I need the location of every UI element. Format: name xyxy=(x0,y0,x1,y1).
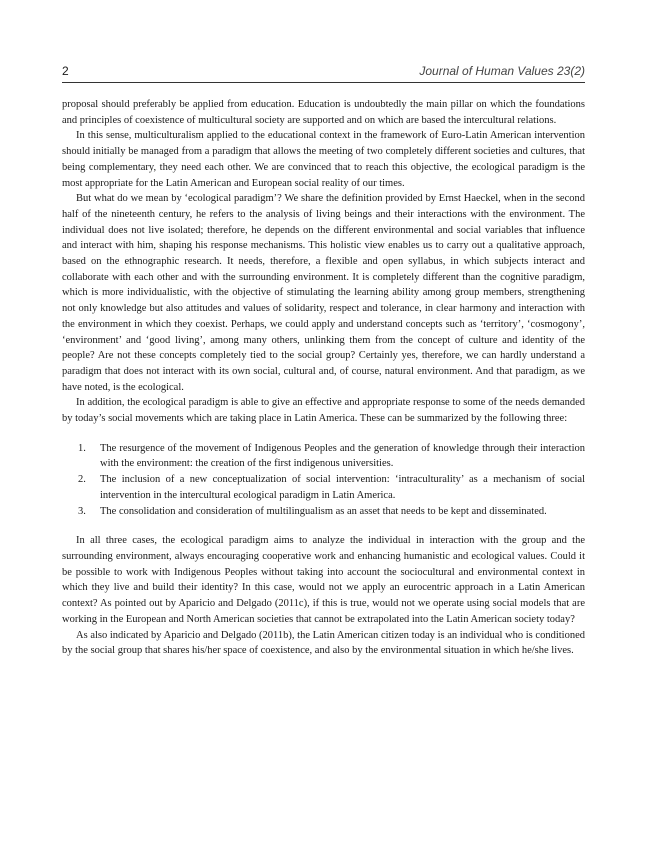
paragraph-continued: proposal should preferably be applied from education. Education is undoubtedly the main pillar on which the foundations and principles of coexistence of multicultural society are supported and on which are based the intercultural relations. xyxy=(62,99,585,126)
numbered-list xyxy=(62,441,585,520)
page-number: 2 xyxy=(62,64,69,78)
paragraph-latin-american-citizen: As also indicated by Aparicio and Delgado (2011b), the Latin American citizen today is an individual who is conditioned by the social group that shares his/her space of coexistence, and also by the environmental situation in which he/she lives. xyxy=(62,629,585,657)
article-body xyxy=(62,97,585,659)
list-item-number: 3. xyxy=(78,505,86,517)
paragraph-multiculturalism: In this sense, multiculturalism applied to the educational context in the framework of Euro-Latin American intervention should initially be managed from a paradigm that allows the meeting of two completely different societies and cultures, that being complementary, they need each other. We are convinced that to reach this objective, the ecological paradigm is the most appropriate for the Latin American and European social reality of our times. xyxy=(62,130,585,189)
running-header xyxy=(62,64,585,83)
list-item-text: The consolidation and consideration of multilingualism as an asset that needs to be kept and disseminated. xyxy=(100,505,547,517)
list-item-number: 2. xyxy=(78,474,86,486)
list-item xyxy=(62,472,585,503)
journal-title: Journal of Human Values 23(2) xyxy=(419,64,585,78)
paragraph-ecological-paradigm: But what do we mean by ‘ecological paradigm’? We share the definition provided by Ernst Haeckel, when in the second half of the nineteenth century, he refers to the analysis of living beings and their interactions with the environment. The individual does not live isolated; therefore, he depends on the different environmental and social variables that influence and interact with him, shaping his response mechanisms. This holistic view enables us to carry out a qualitative approach, based on the ethnographic research. It needs, therefore, a flexible and open syllabus, in which subjects interact and collaborate with each other and with the surrounding environment. It is completely different than the cognitive paradigm, which is more individualistic, with the objective of stimulating the learning ability among group members, strengthening not only knowledge but also attitudes and values of solidarity, respect and tolerance, in clear harmony and interaction with the environment in which they coexist. Perhaps, we could apply and understand concepts such as ‘territory’, ‘cosmogony’, ‘environment’ and ‘good living’, among many others, unlinking them from the concept of culture and identity of the people? Are not these concepts completely tied to the social group? Certainly yes, therefore, we can hardly understand a paradigm that does not interact with its own social, cultural and, of course, natural environment. And that paradigm, as we have noted, is the ecological. xyxy=(62,193,585,393)
list-item-text: The resurgence of the movement of Indigenous Peoples and the generation of knowledge through their interaction with the environment: the creation of the first indigenous universities. xyxy=(100,442,585,470)
paragraph-social-movements: In addition, the ecological paradigm is able to give an effective and appropriate response to some of the needs demanded by today’s social movements which are taking place in Latin America. These can be summarized by the following three: xyxy=(62,397,585,425)
list-item xyxy=(62,441,585,472)
list-item xyxy=(62,504,585,520)
list-item-text: The inclusion of a new conceptualization of social intervention: ‘intraculturality’ as a mechanism of social intervention in the intercultural ecological paradigm in Latin America. xyxy=(100,474,585,501)
paragraph-all-three-cases: In all three cases, the ecological paradigm aims to analyze the individual in interaction with the group and the surrounding environment, always encouraging cooperative work and enhancing humanistic and ecological values. Could it be possible to work with Indigenous Peoples without taking into account the sociocultural and environmental context in which they live and build their identity? In this case, would not we apply an eurocentric approach in a Latin American context? As pointed out by Aparicio and Delgado (2011c), if this is true, would not we operate using social models that are working in the European and North American societies that cannot be extrapolated into the Latin American society today? xyxy=(62,535,585,625)
list-item-number: 1. xyxy=(78,442,86,454)
